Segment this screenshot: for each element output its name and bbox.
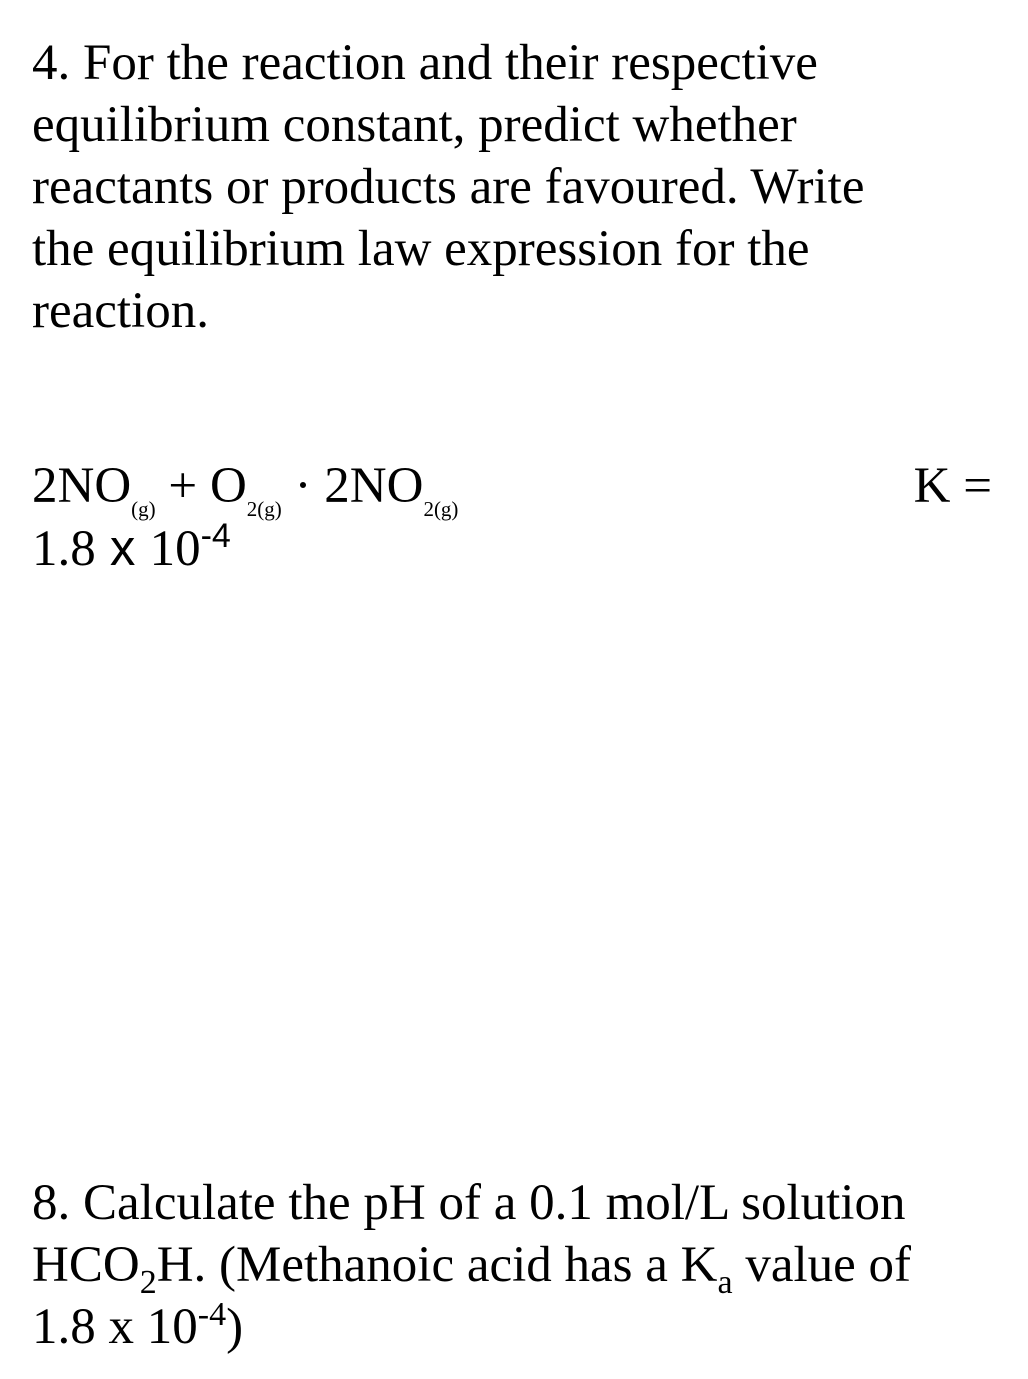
question-4-line: equilibrium constant, predict whether — [32, 97, 797, 153]
k-mantissa: 1.8 — [32, 521, 96, 577]
closing-paren: ) — [226, 1299, 244, 1355]
equation-line — [32, 455, 458, 526]
k-exponent: -4 — [200, 517, 231, 555]
reactant-no: 2NO — [32, 458, 132, 514]
reaction-arrow: · — [281, 458, 325, 514]
question-8-line — [32, 1296, 1012, 1358]
k-times: x — [95, 519, 150, 576]
formula-hco: HCO — [32, 1237, 140, 1293]
question-8-line: 8. Calculate the pH of a 0.1 mol/L solution — [32, 1175, 906, 1231]
question-4-line: the equilibrium law expression for the — [32, 221, 810, 277]
equilibrium-constant-value — [32, 517, 231, 580]
ka-value: 1.8 x 10 — [32, 1299, 198, 1355]
plus-sign: + — [155, 458, 210, 514]
reactant-o2-state: 2(g) — [246, 497, 282, 521]
question-8-line — [32, 1234, 1012, 1301]
reaction-equation — [32, 455, 992, 585]
question-8-prompt — [32, 1172, 1012, 1358]
question-4-prompt — [32, 32, 992, 342]
ka-subscript: a — [717, 1264, 733, 1301]
question-4-line: reactants or products are favoured. Write — [32, 159, 865, 215]
value-of-text: value of — [732, 1237, 912, 1293]
equilibrium-constant-label: K = — [913, 458, 992, 514]
reactant-o2: O — [209, 458, 247, 514]
ka-exponent: -4 — [197, 1296, 227, 1333]
formula-h-text: H. (Methanoic acid has a K — [156, 1237, 718, 1293]
k-base: 10 — [149, 521, 201, 577]
reactant-no-state: (g) — [131, 497, 156, 521]
question-4-line: 4. For the reaction and their respective — [32, 35, 818, 91]
question-4-line: reaction. — [32, 283, 209, 339]
formula-subscript: 2 — [139, 1264, 157, 1301]
product-no2-state: 2(g) — [423, 497, 459, 521]
product-no2: 2NO — [324, 458, 424, 514]
